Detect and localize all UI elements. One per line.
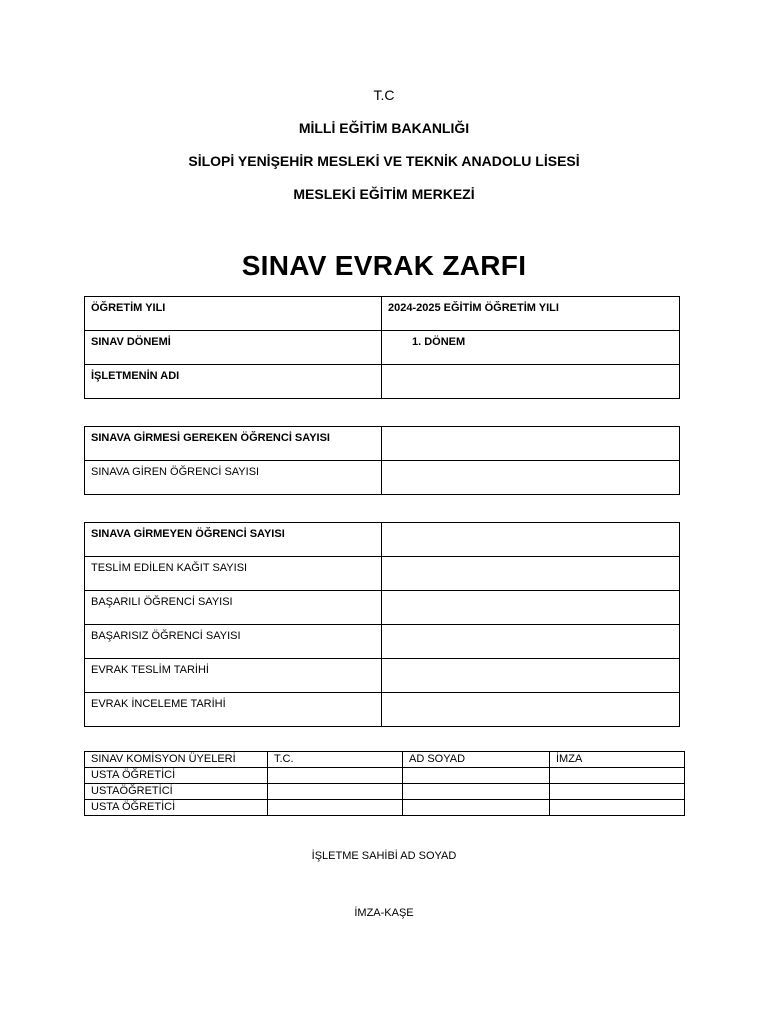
- table-row: [85, 784, 685, 800]
- signature-stamp-label: İMZA-KAŞE: [354, 907, 414, 919]
- signature-cell: [550, 768, 685, 784]
- table-row: [85, 800, 685, 816]
- value-cell: [382, 427, 680, 461]
- exam-info-table: [84, 296, 680, 399]
- tc-cell: [268, 768, 403, 784]
- name-cell: [403, 784, 550, 800]
- label-cell: SINAVA GİRMESİ GEREKEN ÖĞRENCİ SAYISI: [85, 427, 382, 461]
- value-cell: [382, 659, 680, 693]
- value-cell: [382, 625, 680, 659]
- table-row: [85, 693, 680, 727]
- table-row: [85, 591, 680, 625]
- signature-cell: [550, 784, 685, 800]
- member-role-cell: USTA ÖĞRETİCİ: [85, 768, 268, 784]
- member-role-cell: USTAÖĞRETİCİ: [85, 784, 268, 800]
- table-row: [85, 659, 680, 693]
- table-row: [85, 297, 680, 331]
- table-row: [85, 523, 680, 557]
- table-row: [85, 365, 680, 399]
- table-row: [85, 427, 680, 461]
- label-cell: SINAVA GİREN ÖĞRENCİ SAYISI: [85, 461, 382, 495]
- exam-result-table: [84, 522, 680, 727]
- name-cell: [403, 800, 550, 816]
- signature-cell: [550, 800, 685, 816]
- value-cell: [382, 591, 680, 625]
- owner-name-label: İŞLETME SAHİBİ AD SOYAD: [311, 850, 457, 862]
- column-header: AD SOYAD: [403, 752, 550, 768]
- header-center: MESLEKİ EĞİTİM MERKEZİ: [293, 186, 475, 202]
- value-cell: [382, 557, 680, 591]
- column-header: T.C.: [268, 752, 403, 768]
- header-ministry: MİLLİ EĞİTİM BAKANLIĞI: [298, 120, 470, 136]
- page-title: SINAV EVRAK ZARFI: [241, 250, 527, 281]
- header-tc: T.C: [373, 87, 395, 103]
- student-count-table: [84, 426, 680, 495]
- table-row: [85, 557, 680, 591]
- label-cell: SINAV DÖNEMİ: [85, 331, 382, 365]
- value-cell: [382, 693, 680, 727]
- header-school: SİLOPİ YENİŞEHİR MESLEKİ VE TEKNİK ANADOLU LİSESİ: [188, 153, 580, 169]
- label-cell: ÖĞRETİM YILI: [85, 297, 382, 331]
- label-cell: EVRAK TESLİM TARİHİ: [85, 659, 382, 693]
- tc-cell: [268, 784, 403, 800]
- table-row: [85, 625, 680, 659]
- label-cell: TESLİM EDİLEN KAĞIT SAYISI: [85, 557, 382, 591]
- column-header: SINAV KOMİSYON ÜYELERİ: [85, 752, 268, 768]
- label-cell: EVRAK İNCELEME TARİHİ: [85, 693, 382, 727]
- value-cell: 2024-2025 EĞİTİM ÖĞRETİM YILI: [382, 297, 680, 331]
- table-row: [85, 768, 685, 784]
- label-cell: SINAVA GİRMEYEN ÖĞRENCİ SAYISI: [85, 523, 382, 557]
- label-cell: İŞLETMENİN ADI: [85, 365, 382, 399]
- value-cell: [382, 365, 680, 399]
- table-row: [85, 331, 680, 365]
- tc-cell: [268, 800, 403, 816]
- value-cell: [382, 523, 680, 557]
- label-cell: BAŞARILI ÖĞRENCİ SAYISI: [85, 591, 382, 625]
- label-cell: BAŞARISIZ ÖĞRENCİ SAYISI: [85, 625, 382, 659]
- member-role-cell: USTA ÖĞRETİCİ: [85, 800, 268, 816]
- value-cell: [382, 461, 680, 495]
- name-cell: [403, 768, 550, 784]
- value-cell: 1. DÖNEM: [382, 331, 680, 365]
- table-row: [85, 461, 680, 495]
- table-header-row: [85, 752, 685, 768]
- column-header: İMZA: [550, 752, 685, 768]
- commission-table: [84, 751, 685, 816]
